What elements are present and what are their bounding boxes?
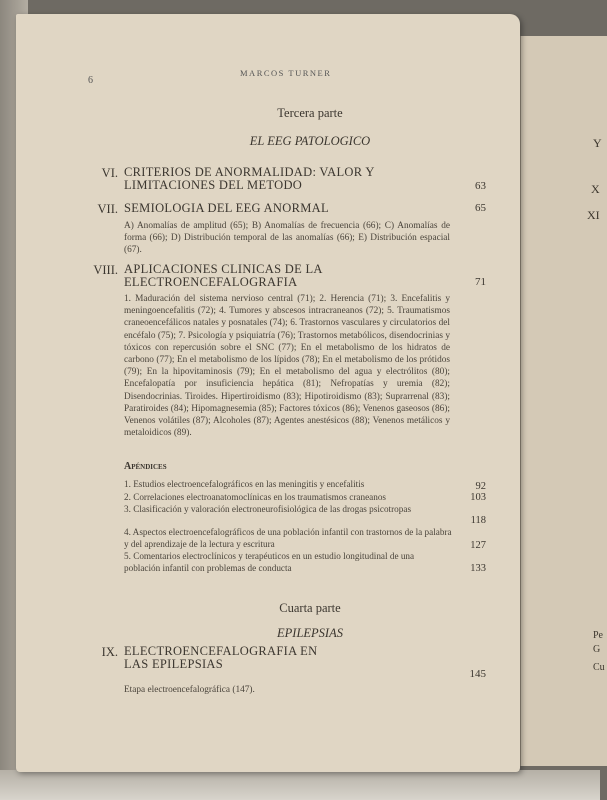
chapter-summary: Etapa electroencefalográfica (147).	[124, 685, 255, 695]
facing-page	[520, 36, 607, 766]
facing-page-fragment: Y	[593, 136, 602, 150]
appendix-page: 127	[470, 540, 486, 551]
chapter-numeral: VIII.	[93, 263, 118, 277]
appendix-item: 5. Comentarios electroclínicos y terapéuticos en un estudio longitudinal de una población infantil con problemas de conducta	[124, 551, 415, 573]
appendix-page: 92	[475, 481, 486, 492]
facing-page-fragment: Pe	[593, 630, 603, 641]
chapter-page: 145	[469, 668, 486, 680]
chapter-summary: 1. Maduración del sistema nervioso central (71); 2. Herencia (71); 3. Encefalitis y meningoencefalitis (72); 4. Tumores y abscesos intracraneanos (72); 5. Traumatismos craneoencefálicos natales y posnatales (74); 6. Trastornos vasculares y circulatorios del encéfalo (75); 7. Psicología y psiquiatría (76); Trastornos metabólicos, disendocrinias y tóxicos con repercusión sobre el SNC (77); En el metabolismo de los hidratos de carbono (77); En el metabolismo de los lípidos (78); En el metabolismo de los prótidos (79); En la hipovitaminosis (79); En el metabolismo del agua y electrólitos (80); Encefalopatía por insuficiencia hepática (81); Nefropatías y uremia (82); Disendocrinias. Tiroides. Hipertiroidismo (83); Hipotiroidismo (83); Suprarrenal (83); Paratiroides (84); Hipomagnesemia (85); Factores tóxicos (86); Venenos gaseosos (86); Venenos volátiles (87); Alcoholes (87); Agentes anestésicos (88); Venenos metálicos y metaloidicos (89).	[124, 294, 450, 439]
chapter-page: 65	[475, 202, 486, 214]
facing-page-fragment: X	[591, 182, 600, 196]
facing-page-fragment: XI	[587, 208, 600, 222]
appendix-item: 3. Clasificación y valoración electroneurofisiológica de las drogas psicotropas	[124, 504, 412, 514]
chapter-title: APLICACIONES CLINICAS DE LA ELECTROENCEFALOGRAFIA	[124, 262, 323, 289]
chapter-numeral: IX.	[101, 645, 118, 659]
appendix-item: 1. Estudios electroencefalográficos en las meningitis y encefalitis	[124, 479, 365, 489]
chapter-summary: A) Anomalías de amplitud (65); B) Anomalías de frecuencia (66); C) Anomalías de forma (66); D) Distribución temporal de las anomalías (66); E) Distribución espacial (67).	[124, 221, 450, 256]
table-surface	[0, 770, 600, 800]
running-head: MARCOS TURNER	[240, 68, 332, 78]
part-label: Tercera parte	[277, 106, 343, 120]
chapter-title: SEMIOLOGIA DEL EEG ANORMAL	[124, 201, 329, 215]
facing-page-fragment: Cu	[593, 662, 605, 673]
appendix-page: 103	[470, 492, 486, 503]
chapter-title: ELECTROENCEFALOGRAFIA EN LAS EPILEPSIAS	[124, 644, 318, 671]
part-title: EL EEG PATOLOGICO	[249, 134, 371, 148]
chapter-page: 71	[475, 276, 486, 288]
part-title: EPILEPSIAS	[277, 626, 343, 640]
part-label: Cuarta parte	[279, 601, 341, 615]
chapter-numeral: VI.	[101, 166, 118, 180]
facing-page-fragment: G	[593, 644, 601, 655]
appendix-item: 2. Correlaciones electroanatomoclínicas en los traumatismos craneanos	[124, 492, 387, 502]
chapter-title: CRITERIOS DE ANORMALIDAD: VALOR Y LIMITACIONES DEL METODO	[124, 165, 375, 192]
page-number: 6	[88, 75, 93, 86]
appendix-page: 118	[470, 515, 486, 526]
appendices-heading: Apéndices	[124, 461, 167, 472]
appendix-page: 133	[470, 563, 486, 574]
chapter-page: 63	[475, 180, 486, 192]
chapter-numeral: VII.	[97, 202, 118, 216]
appendix-item: 4. Aspectos electroencefalográficos de una población infantil con trastornos de la palabra y del aprendizaje de la lectura y escritura	[124, 527, 452, 549]
